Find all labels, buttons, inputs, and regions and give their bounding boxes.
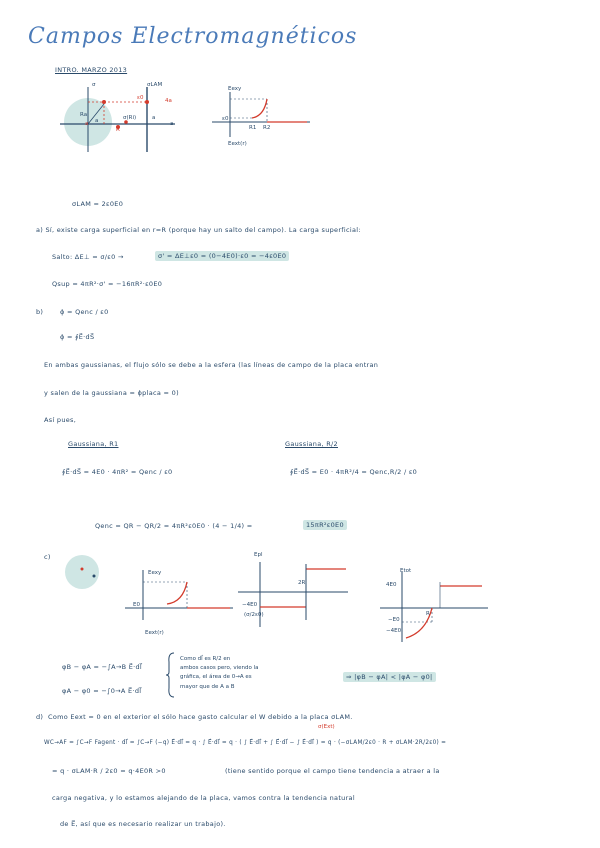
sec-d-text3: carga negativa, y lo estamos alejando de la placa, vamos contra la tendencia natural (52, 794, 355, 802)
sec-d-label: d) (36, 713, 44, 721)
sec-a-intro: a) Sí, existe carga superficial en r=R (porque hay un salto del campo). La carga superficial: (36, 226, 361, 234)
plot2-tick-neg: −4E0 (242, 602, 258, 608)
sec-c-note3: gráfica, el área de 0→A es (180, 674, 252, 680)
sec-a-eq1-rhs: σ' = ΔE⊥ε0 = (0−4E0)·ε0 = −4ε0E0 (155, 251, 289, 261)
plot3-tick-neg-e0: −E0 (388, 617, 400, 623)
sec-c-label: c) (44, 553, 51, 561)
plot3-tick-r: R (426, 611, 430, 617)
plot1-axis-label: Eexy (148, 570, 162, 576)
plot1-curve-label: Eext(r) (145, 630, 164, 636)
fig1-label-ra: Ra (80, 112, 88, 118)
sigma-lam-value: σLAM = 2ε0E0 (72, 200, 124, 208)
sec-b-text2: y salen de la gaussiana = ϕplaca = 0) (44, 389, 179, 397)
plot3-axis-label: Etot (400, 568, 412, 574)
sec-d-eq1: WC→AF = ∫C→F Fagent · dl⃗ = ∫C→F (−q) E⃗·dl⃗ = q · ∫ E⃗·dl⃗ = q · ( ∫ E⃗·dl⃗ + ∫ E⃗·dl⃗ − ∫ E⃗·dl⃗ ) = q · (−σLAM/2ε0 · R + σLAM·2R/2ε0) = (44, 740, 447, 746)
plot3-tick-neg-4e0: −4E0 (386, 628, 402, 634)
fig1-label-a3: a (170, 121, 174, 127)
sec-c-note2: ambos casos pero, viendo la (180, 665, 259, 671)
fig1-label-e0: ε0 (137, 95, 144, 101)
fig1-label-sigmalam: σLAM (147, 82, 163, 88)
sec-c-note1: Como dl⃗ es R/2 en (180, 656, 231, 662)
fig1-label-a2: a (152, 115, 156, 121)
fig2-tick-r1: R1 (249, 125, 257, 131)
plot2-tick-sigma: (σ/2ε0) (244, 612, 264, 618)
fig2-tick-e0: ε0 (222, 116, 229, 122)
plot2-axis-label: Epl (254, 552, 263, 558)
sec-d-text4: de E⃗, así que es necesario realizar un trabajo). (60, 820, 226, 828)
sphere-plate-diagram (60, 82, 180, 152)
fig2-axis-label: Eexy (228, 86, 242, 92)
fig1-label-4a: 4a (165, 98, 172, 104)
sec-b-g2-eq: ∮E⃗·dS⃗ = E0 · 4πR²/4 = Qenc,R/2 / ε0 (290, 468, 418, 476)
fig1-label-a: a (95, 118, 99, 124)
sec-a-eq1-lhs: Salto: ΔE⊥ = σ/ε0 → (52, 253, 124, 261)
fig1-label-sigma-ri: σ(Ri) (123, 115, 137, 121)
sec-b-qenc-result: 15πR²ε0E0 (303, 520, 347, 530)
sec-d-text2: (tiene sentido porque el campo tiene tendencia a atraer a la (225, 767, 440, 775)
fig1-label-r: R (116, 127, 120, 133)
sec-b-phi2: ϕ = ∮E⃗·dS⃗ (60, 333, 95, 341)
plot3-tick-4e0: 4E0 (386, 582, 397, 588)
sec-a-eq2: Qsup = 4πR²·σ' = −16πR²·ε0E0 (52, 280, 163, 288)
sphere-small (64, 552, 104, 592)
sec-b-text1: En ambas gaussianas, el flujo sólo se debe a la esfera (las líneas de campo de la placa entran (44, 361, 379, 369)
sec-c-note4: mayor que de A a B (180, 684, 235, 690)
sec-b-text3: Así pues, (44, 416, 77, 424)
sec-c-eq1: φB − φA = −∫A→B E⃗·dl⃗ (62, 663, 142, 671)
sec-c-eq2: φA − φ0 = −∫0→A E⃗·dl⃗ (62, 687, 142, 695)
field-graph-ext (125, 570, 235, 630)
plot1-tick-e0: E0 (133, 602, 140, 608)
exam-header: INTRO. MARZO 2013 (55, 66, 128, 74)
field-graph-plate (238, 562, 350, 632)
page-title: Campos Electromagnéticos (28, 24, 358, 49)
sec-b-g2-title: Gaussiana, R/2 (285, 440, 338, 448)
fig1-label-sigma: σ (92, 82, 96, 88)
sec-c-result: ⇒ |φB − φA| < |φA − φ0| (343, 672, 436, 682)
brace (166, 652, 176, 698)
sec-b-phi1: ϕ = Qenc / ε0 (60, 308, 109, 316)
sec-b-label: b) (36, 308, 44, 316)
sec-b-g1-title: Gaussiana, R1 (68, 440, 119, 448)
fig2-tick-r2: R2 (263, 125, 271, 131)
sec-b-g1-eq: ∮E⃗·dS⃗ = 4E0 · 4πR² = Qenc / ε0 (62, 468, 173, 476)
fig1-label-a4: a (85, 121, 89, 127)
sec-d-text1: Como Eext = 0 en el exterior el sólo hace gasto calcular el W debido a la placa σLAM. (48, 713, 353, 721)
plot2-tick-2r: 2R (298, 580, 306, 586)
sec-d-eq2: = q · σLAM·R / 2ε0 = q·4E0R >0 (52, 767, 166, 775)
fig2-curve-label: Eext(r) (228, 141, 247, 147)
sec-d-annotation: σ(Ext) (318, 724, 335, 730)
sec-b-qenc: Qenc = QR − QR/2 = 4πR²ε0E0 · (4 − 1/4) = (95, 522, 253, 530)
